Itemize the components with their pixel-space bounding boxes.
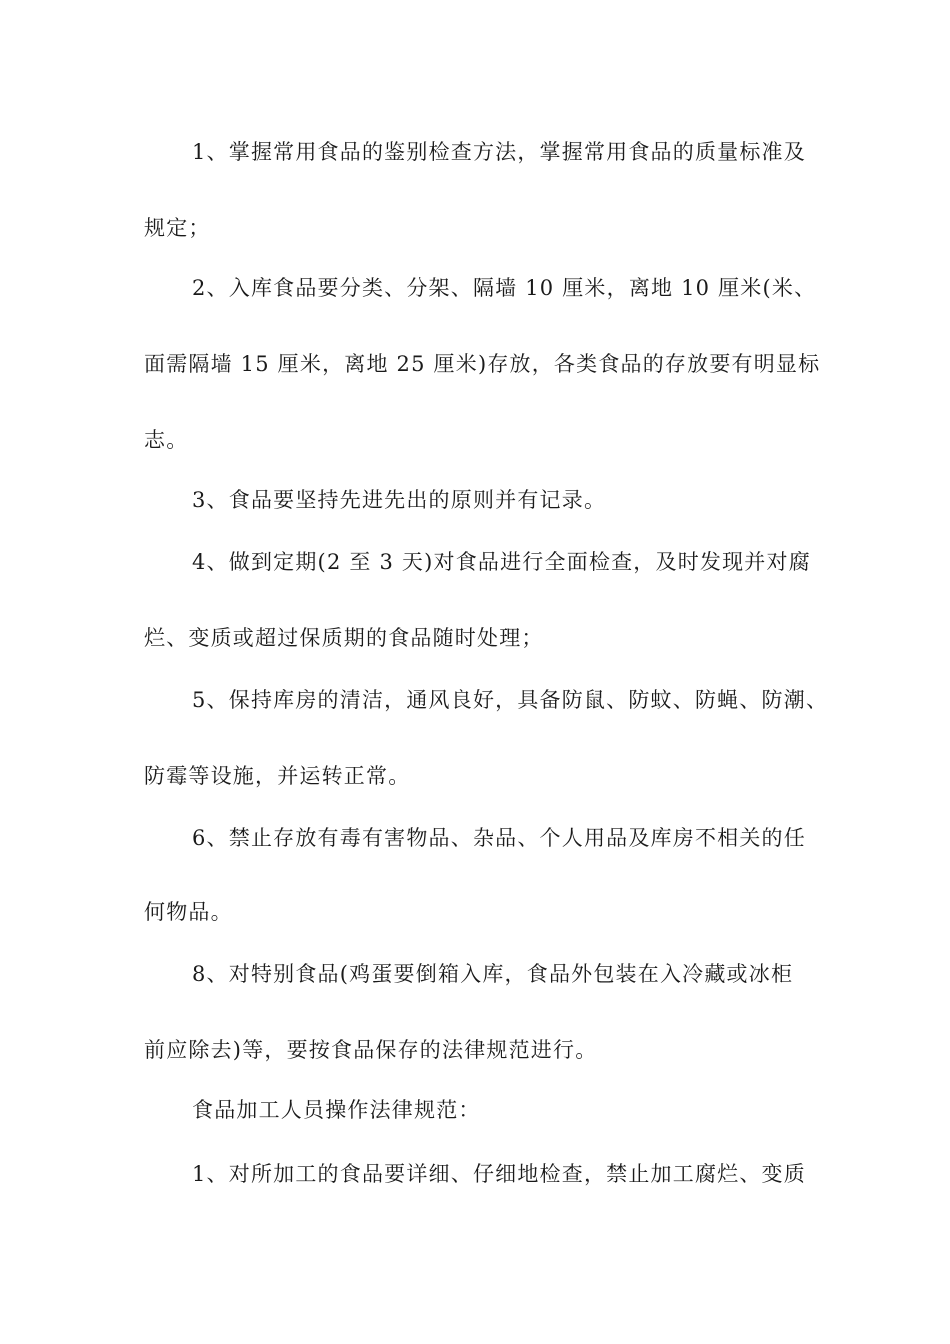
paragraph-line: 规定； xyxy=(144,216,211,240)
paragraph-line: 4、做到定期(2 至 3 天)对食品进行全面检查，及时发现并对腐 xyxy=(192,550,811,574)
paragraph-line: 6、禁止存放有毒有害物品、杂品、个人用品及库房不相关的任 xyxy=(192,826,806,850)
paragraph-line: 何物品。 xyxy=(144,900,233,924)
paragraph-line: 8、对特别食品(鸡蛋要倒箱入库，食品外包装在入冷藏或冰柜 xyxy=(192,962,794,986)
paragraph-line: 5、保持库房的清洁，通风良好，具备防鼠、防蚊、防蝇、防潮、 xyxy=(192,688,829,712)
paragraph-line: 前应除去)等，要按食品保存的法律规范进行。 xyxy=(144,1038,598,1062)
paragraph-line: 3、食品要坚持先进先出的原则并有记录。 xyxy=(192,488,607,512)
paragraph-line: 2、入库食品要分类、分架、隔墙 10 厘米，离地 10 厘米(米、 xyxy=(192,276,817,300)
section-heading: 食品加工人员操作法律规范： xyxy=(192,1098,481,1122)
paragraph-line: 烂、变质或超过保质期的食品随时处理； xyxy=(144,626,544,650)
paragraph-line: 1、对所加工的食品要详细、仔细地检查，禁止加工腐烂、变质 xyxy=(192,1162,806,1186)
paragraph-line: 1、掌握常用食品的鉴别检查方法，掌握常用食品的质量标准及 xyxy=(192,140,806,164)
paragraph-line: 面需隔墙 15 厘米，离地 25 厘米)存放，各类食品的存放要有明显标 xyxy=(144,352,821,376)
paragraph-line: 防霉等设施，并运转正常。 xyxy=(144,764,411,788)
paragraph-line: 志。 xyxy=(144,428,189,452)
